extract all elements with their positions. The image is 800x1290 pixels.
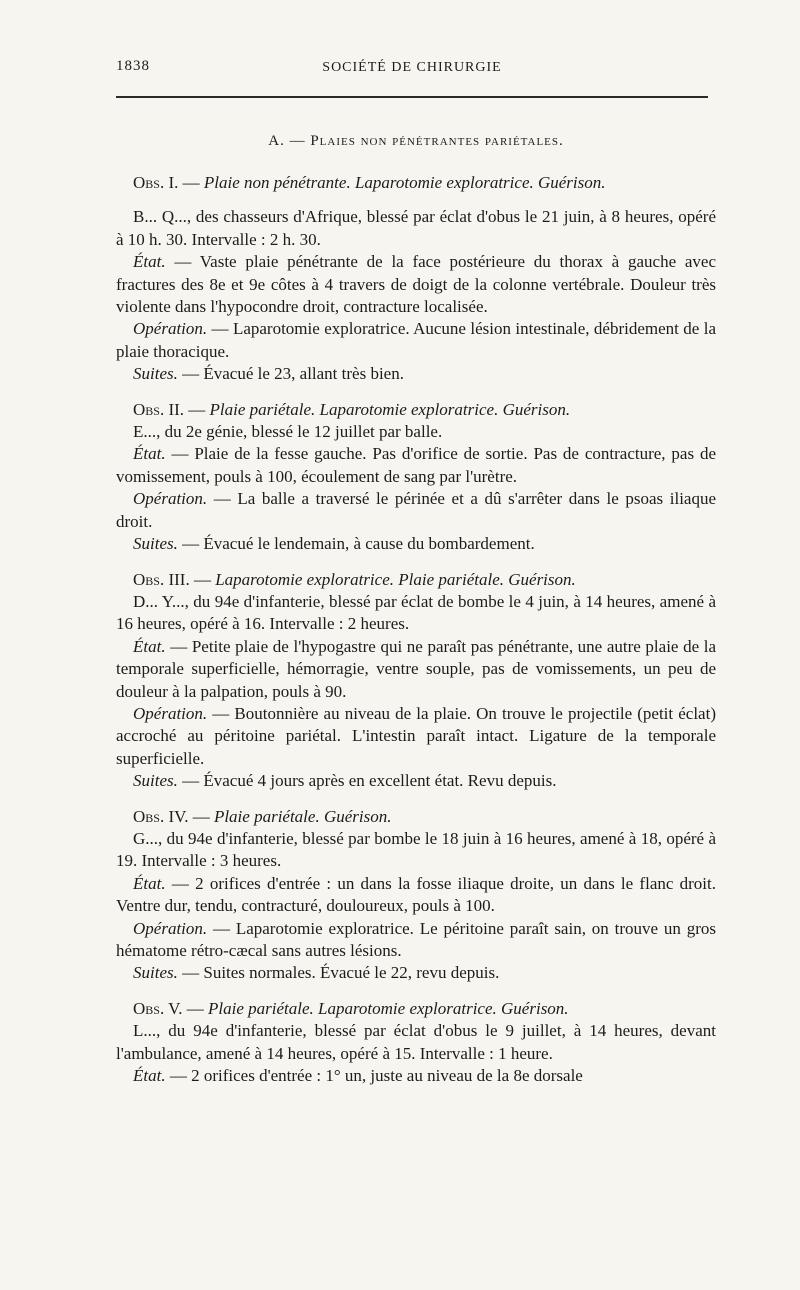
- observation-operation: [116, 488, 716, 533]
- operation-label: Opération.: [133, 319, 208, 339]
- etat-label: État.: [133, 252, 166, 272]
- observation-title: Plaie non pénétrante. Laparotomie exploratrice. Guérison.: [203, 173, 606, 192]
- observation-title: Plaie pariétale. Guérison.: [213, 806, 392, 826]
- page-header: [116, 58, 708, 84]
- observation-label: Obs. IV. —: [133, 806, 210, 826]
- observation-5: [116, 998, 716, 1088]
- operation-label: Opération.: [133, 489, 208, 509]
- observation-suites: [116, 533, 716, 555]
- etat-label: État.: [133, 636, 166, 656]
- running-title: SOCIÉTÉ DE CHIRURGIE: [322, 60, 502, 75]
- page-number: 1838: [116, 58, 150, 74]
- observation-title: Laparotomie exploratrice. Plaie pariétale. Guérison.: [215, 569, 576, 589]
- suites-text: — Évacué le 23, allant très bien.: [182, 364, 404, 384]
- etat-text: — Vaste plaie pénétrante de la face postérieure du thorax à gauche avec fractures des 8e et 9e côtes à 4 travers de doigt de la colonne vertébrale. Douleur très violente dans l'hypocondre droit, contracture localisée.: [116, 252, 716, 317]
- etat-text: — Petite plaie de l'hypogastre qui ne paraît pas pénétrante, une autre plaie de la temporale superficielle, hémorragie, ventre souple, pas de vomissements, un peu de douleur à la palpation, pouls à 90.: [116, 636, 717, 701]
- observation-intro: L..., du 94e d'infanterie, blessé par éclat d'obus le 9 juillet, à 14 heures, devant l'ambulance, amené à 14 heures, opéré à 15. Intervalle : 1 heure.: [116, 1021, 716, 1063]
- observation-intro: D... Y..., du 94e d'infanterie, blessé par éclat de bombe le 4 juin, à 14 heures, amené à 16 heures, opéré à 16. Intervalle : 2 heures.: [116, 591, 716, 634]
- observation-etat: [116, 873, 716, 918]
- operation-text: — Boutonnière au niveau de la plaie. On trouve le projectile (petit éclat) accroché au péritoine pariétal. L'intestin paraît intact. Ligature de la temporale superficielle.: [116, 703, 716, 768]
- etat-label: État.: [133, 444, 166, 464]
- operation-label: Opération.: [133, 703, 208, 723]
- observation-intro: B... Q..., des chasseurs d'Afrique, blessé par éclat d'obus le 21 juin, à 8 heures, opéré à 10 h. 30. Intervalle : 2 h. 30.: [116, 207, 716, 249]
- suites-label: Suites.: [133, 963, 178, 983]
- observation-3: [116, 569, 716, 793]
- operation-text: — Laparotomie exploratrice. Le péritoine paraît sain, on trouve un gros hématome rétro-cæcal sans autres lésions.: [116, 918, 717, 960]
- observation-suites: [116, 962, 716, 984]
- observation-label: Obs. I. —: [133, 173, 200, 192]
- suites-text: — Évacué le lendemain, à cause du bombardement.: [182, 534, 535, 554]
- suites-text: — Évacué 4 jours après en excellent état. Revu depuis.: [182, 771, 557, 791]
- operation-text: — La balle a traversé le périnée et a dû s'arrêter dans le psoas iliaque droit.: [116, 489, 717, 531]
- etat-text: — 2 orifices d'entrée : un dans la fosse iliaque droite, un dans le flanc droit. Ventre dur, tendu, contracturé, douloureux, pouls à 100.: [116, 873, 717, 916]
- observation-operation: [116, 703, 716, 770]
- suites-label: Suites.: [133, 364, 178, 384]
- observation-title: Plaie pariétale. Laparotomie exploratrice. Guérison.: [209, 399, 571, 419]
- etat-text: — 2 orifices d'entrée : 1° un, juste au niveau de la 8e dorsale: [169, 1066, 583, 1086]
- section-title: A. — Plaies non pénétrantes pariétales.: [268, 133, 564, 149]
- observation-heading: [116, 172, 716, 194]
- observation-label: Obs. II. —: [133, 399, 206, 419]
- suites-label: Suites.: [133, 771, 178, 791]
- observation-etat: [116, 636, 716, 703]
- observation-operation: [116, 918, 716, 963]
- observation-etat: [116, 1065, 716, 1087]
- etat-text: — Plaie de la fesse gauche. Pas d'orifice de sortie. Pas de contracture, pas de vomissement, pouls à 100, écoulement de sang par l'urètre.: [116, 444, 716, 486]
- observation-intro: E..., du 2e génie, blessé le 12 juillet par balle.: [133, 422, 443, 442]
- observation-heading: [116, 399, 716, 421]
- observation-heading: [116, 569, 716, 591]
- suites-label: Suites.: [133, 534, 178, 554]
- observation-suites: [116, 363, 716, 385]
- observations-list: [116, 172, 716, 1100]
- observation-1: [116, 172, 716, 386]
- observation-heading: [116, 998, 716, 1020]
- etat-label: État.: [133, 1066, 166, 1086]
- suites-text: — Suites normales. Évacué le 22, revu depuis.: [182, 963, 500, 983]
- operation-label: Opération.: [133, 918, 208, 938]
- observation-4: [116, 806, 716, 985]
- observation-suites: [116, 770, 716, 792]
- observation-label: Obs. V. —: [133, 998, 204, 1018]
- observation-heading: [116, 806, 716, 828]
- observation-2: [116, 399, 716, 556]
- observation-operation: [116, 318, 716, 363]
- operation-text: — Laparotomie exploratrice. Aucune lésion intestinale, débridement de la plaie thoracique.: [116, 319, 716, 361]
- observation-intro: G..., du 94e d'infanterie, blessé par bombe le 18 juin à 16 heures, amené à 18, opéré à 19. Intervalle : 3 heures.: [116, 828, 716, 871]
- observation-etat: [116, 251, 716, 318]
- observation-title: Plaie pariétale. Laparotomie exploratrice. Guérison.: [207, 998, 569, 1018]
- observation-etat: [116, 443, 716, 488]
- etat-label: État.: [133, 873, 166, 893]
- observation-label: Obs. III. —: [133, 569, 211, 589]
- header-rule: [116, 96, 708, 98]
